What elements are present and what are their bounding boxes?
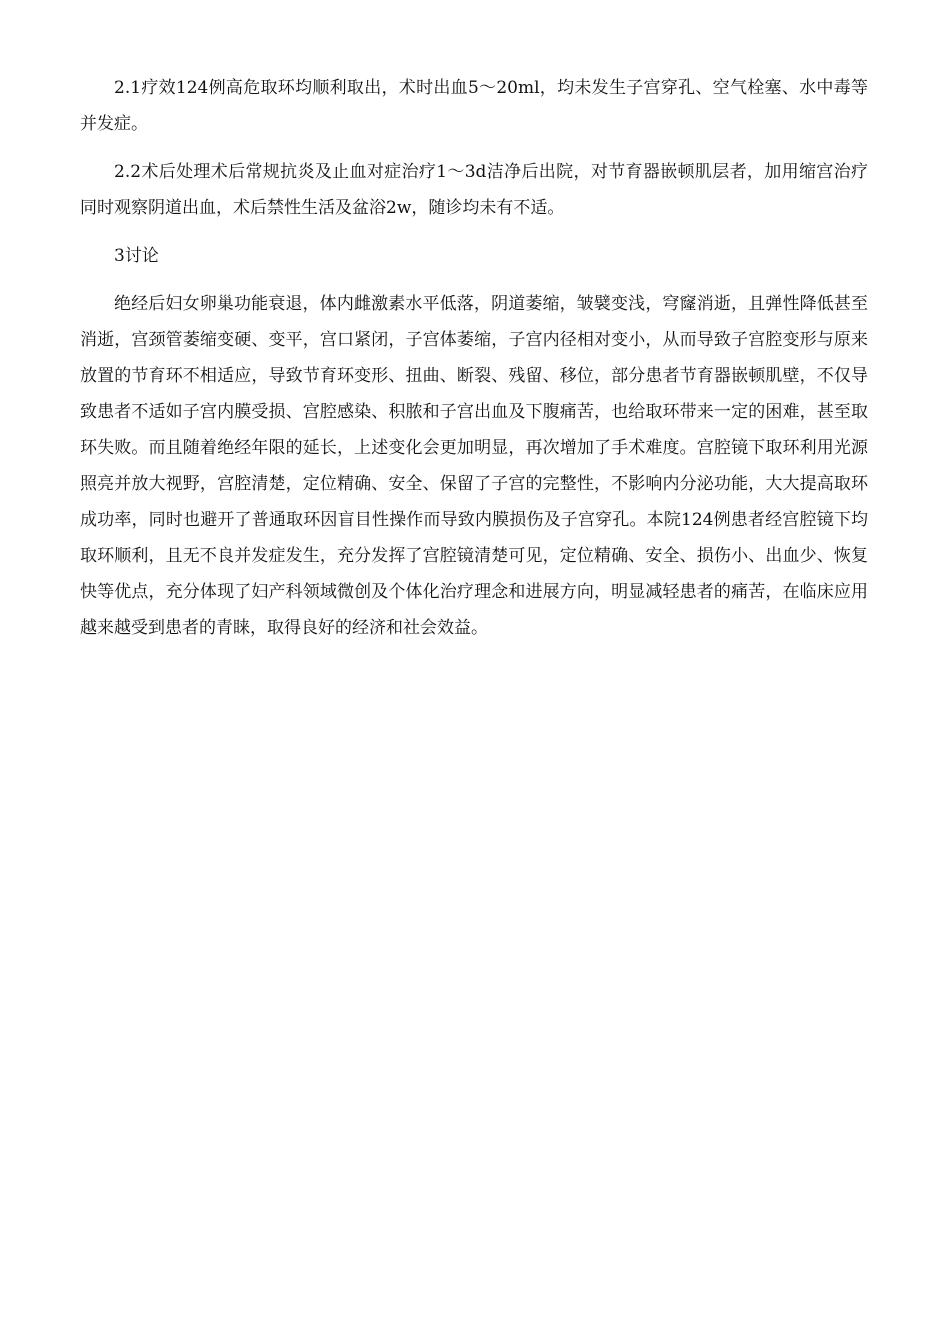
- document-body: [80, 70, 868, 658]
- paragraph-discussion-body: 绝经后妇女卵巢功能衰退，体内雌激素水平低落，阴道萎缩，皱襞变浅，穹窿消逝，且弹性降低甚至消逝，宫颈管萎缩变硬、变平，宫口紧闭，子宫体萎缩，子宫内径相对变小，从而导致子宫腔变形与原来放置的节育环不相适应，导致节育环变形、扭曲、断裂、残留、移位，部分患者节育器嵌顿肌壁，不仅导致患者不适如子宫内膜受损、宫腔感染、积脓和子宫出血及下腹痛苦，也给取环带来一定的困难，甚至取环失败。而且随着绝经年限的延长，上述变化会更加明显，再次增加了手术难度。宫腔镜下取环利用光源照亮并放大视野，宫腔清楚，定位精确、安全、保留了子宫的完整性，不影响内分泌功能，大大提高取环成功率，同时也避开了普通取环因盲目性操作而导致内膜损伤及子宫穿孔。本院124例患者经宫腔镜下均取环顺利，且无不良并发症发生，充分发挥了宫腔镜清楚可见，定位精确、安全、损伤小、出血少、恢复快等优点，充分体现了妇产科领域微创及个体化治疗理念和进展方向，明显减轻患者的痛苦，在临床应用越来越受到患者的青睐，取得良好的经济和社会效益。: [80, 294, 868, 638]
- paragraph-result-efficacy: 2.1疗效124例高危取环均顺利取出，术时出血5～20ml，均未发生子宫穿孔、空气栓塞、水中毒等并发症。: [80, 78, 868, 134]
- paragraph-postop-treatment: 2.2术后处理术后常规抗炎及止血对症治疗1～3d洁净后出院，对节育器嵌顿肌层者，加用缩宫治疗同时观察阴道出血，术后禁性生活及盆浴2w，随诊均未有不适。: [80, 162, 868, 218]
- section-heading-discussion: 3讨论: [114, 246, 159, 266]
